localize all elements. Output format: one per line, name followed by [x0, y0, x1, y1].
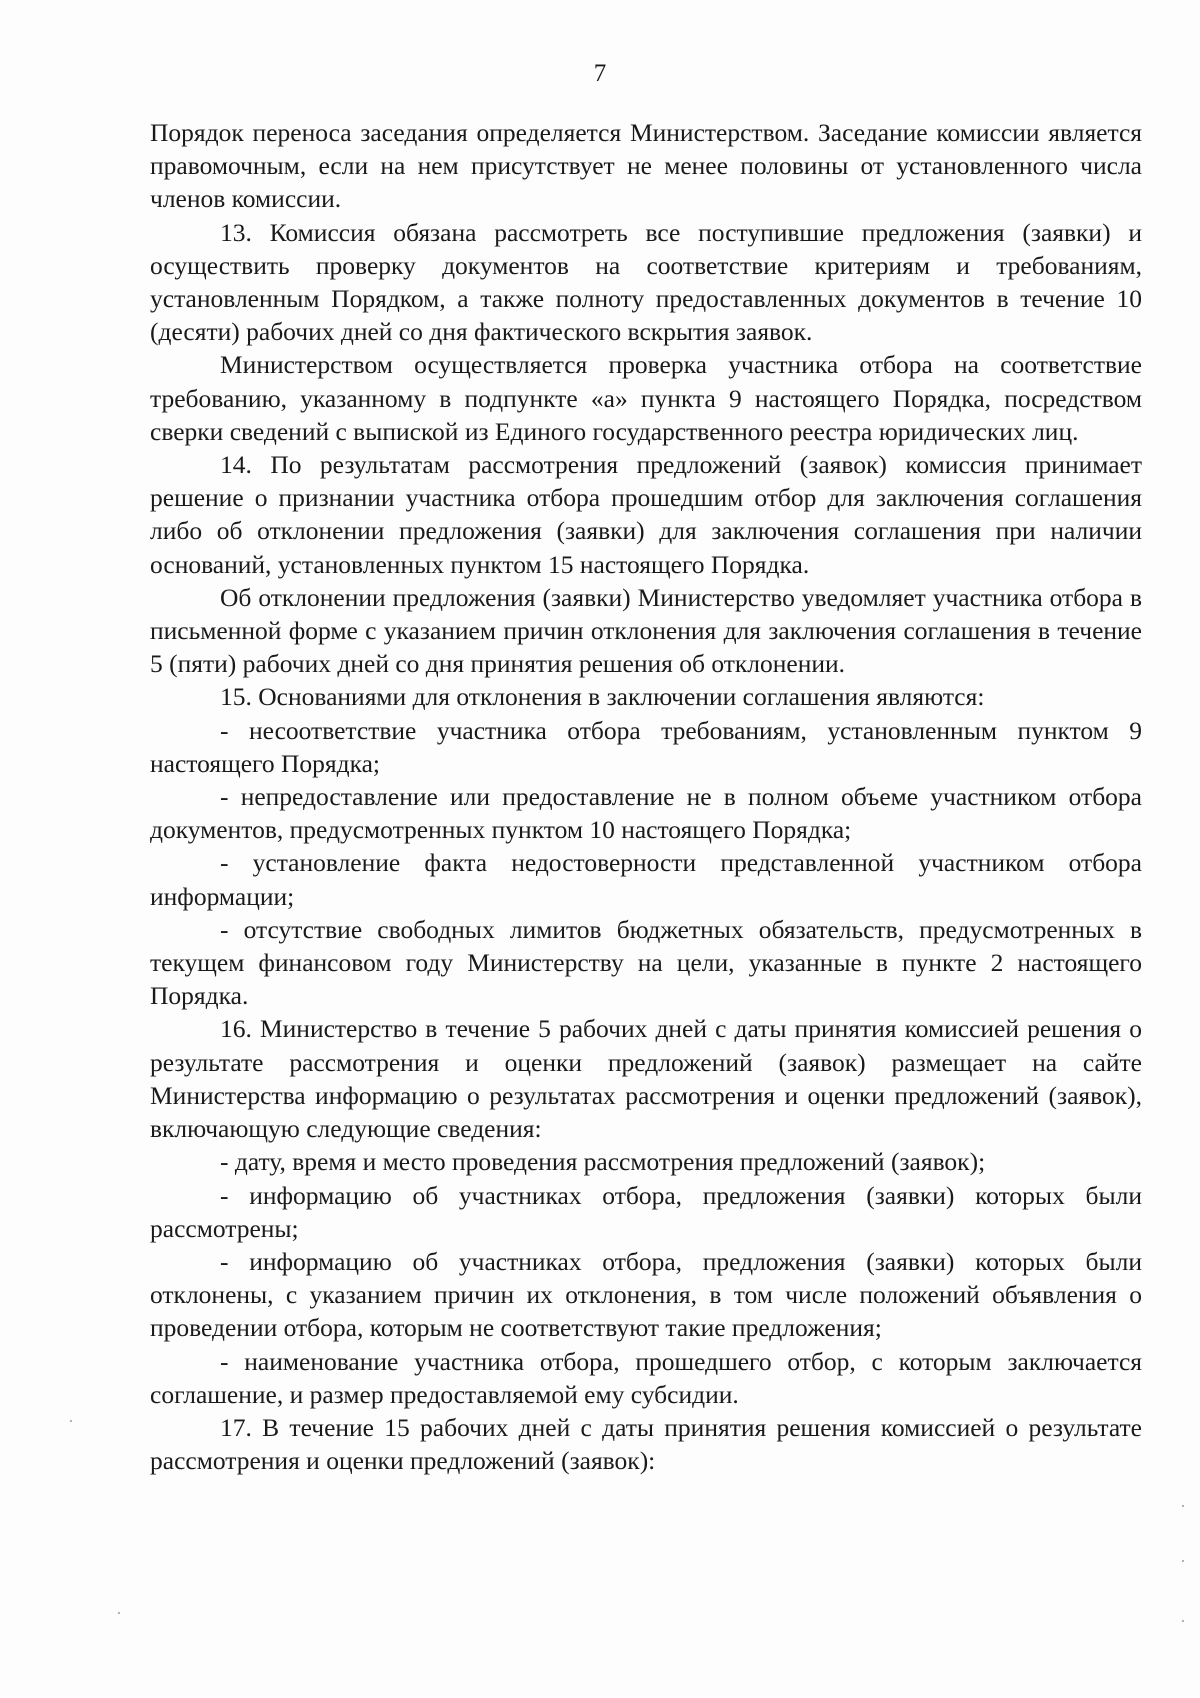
- paragraph-15-rejection-grounds: 15. Основаниями для отклонения в заключении соглашения являются:: [220, 682, 985, 712]
- list-item-winner-and-subsidy: - наименование участника отбора, прошедшего отбор, с которым заключается соглашение, и размер предоставляемой ему субсидии.: [150, 1346, 1142, 1409]
- list-item-unreliable-information: - установление факта недостоверности представленной участником отбора информации;: [150, 848, 1142, 911]
- list-item-reviewed-participants: - информацию об участниках отбора, предложения (заявки) которых были рассмотрены;: [150, 1180, 1142, 1243]
- list-item-date-time-place: - дату, время и место проведения рассмотрения предложений (заявок);: [220, 1147, 986, 1177]
- scan-speck: [1182, 1560, 1184, 1562]
- document-body: [150, 116, 1142, 1477]
- scan-speck: [1182, 1620, 1184, 1622]
- scan-speck: [118, 1612, 120, 1614]
- scan-speck: [70, 1420, 72, 1422]
- list-item-incomplete-documents: - непредоставление или предоставление не в полном объеме участником отбора документов, предусмотренных пунктом 10 настоящего Порядка;: [150, 782, 1142, 845]
- paragraph-rejection-notice: Об отклонении предложения (заявки) Министерство уведомляет участника отбора в письменной форме с указанием причин отклонения для заключения соглашения в течение 5 (пяти) рабочих дней со дня принятия решения об отклонении.: [150, 582, 1142, 679]
- page-number: 7: [593, 60, 607, 87]
- paragraph-meeting-postponement: Порядок переноса заседания определяется Министерством. Заседание комиссии является правомочным, если на нем присутствует не менее половины от установленного числа членов комиссии.: [150, 118, 1142, 214]
- paragraph-13-commission-review: 13. Комиссия обязана рассмотреть все поступившие предложения (заявки) и осуществить проверку документов на соответствие критериям и требованиям, установленным Порядком, а также полноту предоставленных документов в течение 10 (десяти) рабочих дней со дня фактического вскрытия заявок.: [150, 217, 1142, 347]
- paragraph-17-timeline: 17. В течение 15 рабочих дней с даты принятия решения комиссией о результате рассмотрения и оценки предложений (заявок):: [150, 1412, 1142, 1476]
- paragraph-14-commission-decision: 14. По результатам рассмотрения предложений (заявок) комиссия принимает решение о признании участника отбора прошедшим отбор для заключения соглашения либо об отклонении предложения (заявки) для заключения соглашения при наличии оснований, установленных пунктом 15 настоящего Порядка.: [150, 450, 1142, 579]
- list-item-no-budget-limits: - отсутствие свободных лимитов бюджетных обязательств, предусмотренных в текущем финансовом году Министерству на цели, указанные в пункте 2 настоящего Порядка.: [150, 914, 1142, 1011]
- list-item-rejected-participants: - информацию об участниках отбора, предложения (заявки) которых были отклонены, с указанием причин их отклонения, в том числе положений объявления о проведении отбора, которым не соответствуют такие предложения;: [150, 1246, 1142, 1343]
- paragraph-16-publication: 16. Министерство в течение 5 рабочих дней с даты принятия комиссией решения о результате рассмотрения и оценки предложений (заявок) размещает на сайте Министерства информацию о результатах рассмотрения и оценки предложений (заявок), включающую следующие сведения:: [150, 1014, 1142, 1144]
- list-item-noncompliance: - несоответствие участника отбора требованиям, установленным пунктом 9 настоящего Порядка;: [150, 715, 1142, 778]
- scan-speck: [1182, 1505, 1184, 1507]
- paragraph-ministry-verification: Министерством осуществляется проверка участника отбора на соответствие требованию, указанному в подпункте «а» пункта 9 настоящего Порядка, посредством сверки сведений с выпиской из Единого государственного реестра юридических лиц.: [150, 350, 1142, 446]
